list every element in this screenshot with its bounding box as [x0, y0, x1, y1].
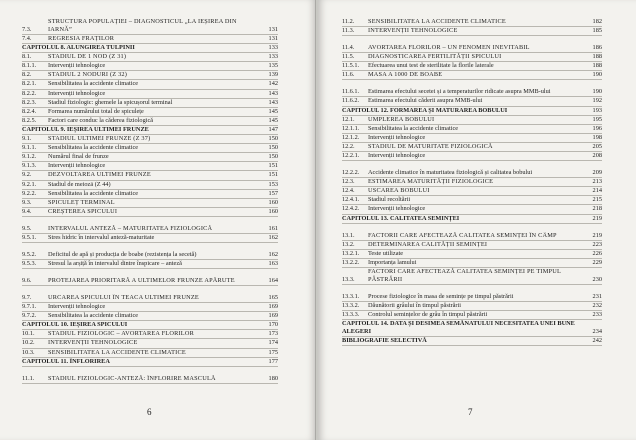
toc-entry-title: Intervenții tehnologice	[48, 303, 106, 311]
toc-entry-title: CAPITOLUL 14. DATA ȘI DESIMEA SEMĂNATULUI NECESITATEA UNEI BUNE ALEGERI	[342, 320, 575, 336]
toc-entry-number: 12.4.	[342, 187, 355, 195]
toc-entry-page: 160	[268, 198, 278, 206]
toc-entry	[22, 135, 278, 144]
toc-entry	[22, 108, 278, 117]
toc-entry-number: 11.5.1.	[342, 62, 360, 70]
toc-entry-number: 9.5.1.	[22, 233, 37, 241]
toc-entry-page: 170	[268, 321, 278, 329]
toc-entry-page: 231	[592, 292, 602, 300]
left-page	[0, 0, 316, 440]
toc-entry	[22, 260, 278, 269]
toc-entry-page: 175	[268, 348, 278, 356]
toc-entry	[342, 196, 602, 205]
toc-entry-title: Stresul la arșiță în intervalul dintre înspicare – anteză	[48, 259, 182, 267]
toc-entry-number: 11.5.	[342, 53, 355, 61]
toc-entry	[342, 134, 602, 143]
toc-entry-number: 11.3.	[342, 27, 355, 35]
toc-entry-number: 8.2.4.	[22, 107, 37, 115]
toc-entry	[342, 71, 602, 80]
toc-entry-title: Estimarea efectului căderii asupra MMB-ului	[368, 97, 483, 105]
toc-entry-page: 143	[268, 98, 278, 106]
toc-entry-title: Stadiul fiziologic: ghemele la spicușorul terminal	[48, 98, 173, 106]
toc-entry-number: 12.1.2.	[342, 133, 360, 141]
toc-entry-title: Formarea numărului total de spiculețe	[48, 107, 144, 115]
toc-entry-page: 162	[268, 250, 278, 258]
toc-entry-page: 153	[268, 180, 278, 188]
toc-entry-number: 13.3.2.	[342, 301, 360, 309]
toc-entry-page: 218	[592, 205, 602, 213]
toc-entry	[342, 161, 602, 178]
toc-entry	[342, 187, 602, 196]
toc-entry	[22, 321, 278, 330]
toc-entry	[22, 53, 278, 62]
toc-entry	[22, 35, 278, 44]
toc-entry-page: 169	[268, 303, 278, 311]
toc-entry-page: 151	[268, 171, 278, 179]
toc-entry-number: 12.4.1.	[342, 196, 360, 204]
toc-entry	[342, 125, 602, 134]
toc-entry-page: 164	[268, 276, 278, 284]
toc-entry-title: INTERVALUL ANTEZĂ – MATURITATEA FIZIOLOGICĂ	[48, 224, 213, 232]
toc-entry-page: 150	[268, 135, 278, 143]
toc-entry	[22, 243, 278, 260]
toc-entry-title: STRUCTURA POPULAȚIEI – DIAGNOSTICUL „LA IEȘIREA DIN IARNĂ”	[48, 18, 237, 33]
toc-entry-page: 133	[268, 44, 278, 52]
toc-entry	[22, 349, 278, 358]
toc-entry	[342, 80, 602, 97]
toc-entry-page: 161	[268, 224, 278, 232]
toc-entry-number: 13.3.3.	[342, 310, 360, 318]
toc-entry	[342, 285, 602, 302]
toc-entry-title: Stadiul recoltării	[368, 196, 411, 204]
toc-entry-title: CAPITOLUL 12. FORMAREA ȘI MATURAREA BOBULUI	[342, 106, 508, 114]
toc-entry-title: Sensibilitatea la accidente climatice	[48, 144, 139, 152]
toc-entry-title: Intervenții tehnologice	[368, 152, 426, 160]
toc-entry-title: Intervenții tehnologice	[368, 133, 426, 141]
toc-entry-title: USCAREA BOBULUI	[368, 187, 430, 195]
toc-entry-page: 157	[268, 189, 278, 197]
toc-entry-title: Importanța lamului	[368, 258, 417, 266]
toc-entry-title: Procese fiziologice în masa de semințe pe timpul păstrării	[368, 292, 514, 300]
toc-entry-title: CAPITOLUL 8. ALUNGIREA TULPINII	[22, 44, 135, 52]
toc-entry	[22, 358, 278, 367]
toc-entry-page: 230	[592, 275, 602, 283]
toc-entry-title: STADIUL ULTIMEI FRUNZE (Z 37)	[48, 135, 151, 143]
toc-entry	[22, 312, 278, 321]
toc-entry	[342, 152, 602, 161]
toc-entry-number: 12.1.1.	[342, 124, 360, 132]
toc-entry-page: 215	[592, 196, 602, 204]
toc-entry-number: 8.2.3.	[22, 98, 37, 106]
toc-entry-title: SENSIBILITATEA LA ACCIDENTE CLIMATICE	[368, 18, 506, 25]
toc-entry	[342, 250, 602, 259]
toc-entry	[22, 234, 278, 243]
toc-entry-number: 9.1.2.	[22, 153, 37, 161]
toc-entry-number: 9.1.3.	[22, 162, 37, 170]
toc-entry	[342, 36, 602, 53]
toc-entry-number: 12.2.1.	[342, 152, 360, 160]
toc-entry-title: FACTORI CARE AFECTEAZĂ CALITATEA SEMINȚEI PE TIMPUL PĂSTRĂRII	[368, 267, 561, 283]
toc-entry-title: Intervenții tehnologice	[48, 89, 106, 97]
toc-entry-page: 145	[268, 116, 278, 124]
toc-entry-title: SENSIBILITATEA LA ACCIDENTE CLIMATICE	[48, 348, 186, 356]
toc-entry	[342, 337, 602, 346]
toc-entry	[22, 18, 278, 35]
toc-entry	[22, 181, 278, 190]
toc-entry-number: 9.1.	[22, 135, 32, 143]
toc-entry-page: 213	[592, 178, 602, 186]
right-page	[318, 0, 636, 440]
toc-entry-number: 9.6.	[22, 276, 32, 284]
toc-entry-number: 9.7.1.	[22, 303, 37, 311]
toc-entry-page: 193	[592, 106, 602, 114]
toc-entry-number: 9.2.1.	[22, 180, 37, 188]
toc-entry-number: 12.2.2.	[342, 169, 360, 177]
toc-entry-page: 232	[592, 301, 602, 309]
toc-entry	[22, 217, 278, 234]
toc-entry-number: 13.2.	[342, 240, 355, 248]
toc-entry	[22, 286, 278, 303]
toc-entry	[342, 107, 602, 116]
toc-entry-title: CREȘTEREA SPICULUI	[48, 207, 118, 215]
toc-entry-page: 233	[592, 310, 602, 318]
toc-entry-page: 185	[592, 27, 602, 35]
toc-entry	[22, 269, 278, 286]
toc-entry-page: 195	[592, 115, 602, 123]
toc-entry-page: 173	[268, 330, 278, 338]
toc-entry-page: 135	[268, 62, 278, 70]
toc-entry-number: 13.1.	[342, 231, 355, 239]
toc-entry-title: Factori care conduc la căderea fiziologică	[48, 116, 154, 124]
toc-entry-title: DEZVOLTAREA ULTIMEI FRUNZE	[48, 171, 151, 179]
toc-entry-number: 12.1.	[342, 115, 355, 123]
toc-entry-number: 11.6.2.	[342, 97, 360, 105]
toc-entry	[22, 208, 278, 217]
toc-entry	[22, 199, 278, 208]
toc-entry-page: 165	[268, 293, 278, 301]
toc-entry-title: CAPITOLUL 11. ÎNFLORIREA	[22, 357, 110, 365]
toc-entry-page: 150	[268, 153, 278, 161]
toc-entry-number: 9.7.2.	[22, 312, 37, 320]
toc-entry-page: 242	[592, 337, 602, 345]
toc-entry	[22, 162, 278, 171]
toc-entry-number: 9.2.	[22, 171, 32, 179]
toc-entry-title: Accidente climatice în maturitatea fiziologică și calitatea bobului	[368, 169, 533, 177]
toc-entry-number: 7.4.	[22, 35, 32, 42]
toc-entry-number: 8.2.5.	[22, 116, 37, 124]
toc-entry-title: Estimarea efectului secetei și a temperaturilor ridicate asupra MMB-ului	[368, 88, 551, 96]
toc-entry	[22, 80, 278, 89]
toc-entry-page: 139	[268, 71, 278, 79]
toc-entry-page: 219	[592, 214, 602, 222]
toc-entry	[22, 171, 278, 180]
toc-entry	[22, 144, 278, 153]
toc-entry-page: 205	[592, 142, 602, 150]
toc-entry-title: FACTORII CARE AFECTEAZĂ CALITATEA SEMINȚEI ÎN CÂMP	[368, 231, 557, 239]
toc-entry-number: 9.2.2.	[22, 189, 37, 197]
toc-entry	[22, 44, 278, 53]
toc-entry-number: 12.4.2.	[342, 205, 360, 213]
toc-entry-number: 11.4.	[342, 44, 355, 52]
toc-entry-title: PROTEJAREA PRIORITARĂ A ULTIMELOR FRUNZE APĂRUTE	[48, 277, 235, 285]
toc-entry	[22, 117, 278, 126]
toc-entry-page: 142	[268, 80, 278, 88]
toc-entry-page: 177	[268, 357, 278, 365]
toc-entry-page: 186	[592, 44, 602, 52]
toc-entry-title: BIBLIOGRAFIE SELECTIVĂ	[342, 337, 427, 345]
toc-entry	[22, 90, 278, 99]
toc-entry-page: 198	[592, 133, 602, 141]
toc-entry-page: 151	[268, 162, 278, 170]
toc-left	[22, 18, 278, 384]
toc-entry	[342, 268, 602, 285]
toc-entry-page: 150	[268, 144, 278, 152]
toc-entry-page: 226	[592, 249, 602, 257]
toc-entry-page: 169	[268, 312, 278, 320]
toc-entry-number: 13.3.1.	[342, 292, 360, 300]
toc-entry-title: SPICULEȚ TERMINAL	[48, 198, 115, 206]
toc-entry-title: Sensibilitatea la accidente climatice	[48, 312, 139, 320]
toc-entry-number: 10.3.	[22, 348, 35, 356]
toc-entry-page: 145	[268, 107, 278, 115]
toc-entry-page: 143	[268, 89, 278, 97]
toc-entry-title: Teste utilizate	[368, 249, 404, 257]
toc-entry	[342, 302, 602, 311]
toc-entry-number: 12.2.	[342, 142, 355, 150]
toc-entry	[342, 97, 602, 106]
toc-entry-page: 190	[592, 71, 602, 79]
toc-entry-number: 10.2.	[22, 339, 35, 347]
toc-entry-title: Numărul final de frunze	[48, 153, 109, 161]
toc-entry-page: 188	[592, 62, 602, 70]
toc-entry	[342, 143, 602, 152]
toc-entry-title: CAPITOLUL 13. CALITATEA SEMINȚEI	[342, 214, 460, 222]
toc-entry-title: Sensibilitatea la accidente climatice	[48, 189, 139, 197]
toc-entry-page: 219	[592, 231, 602, 239]
toc-entry-page: 188	[592, 53, 602, 61]
toc-entry-number: 13.3.	[342, 275, 355, 283]
toc-entry	[22, 190, 278, 199]
toc-entry	[22, 71, 278, 80]
toc-entry-page: 133	[268, 53, 278, 61]
toc-entry	[342, 116, 602, 125]
toc-entry	[342, 27, 602, 36]
toc-entry-title: Intervenții tehnologice	[48, 62, 106, 70]
toc-entry-title: INTERVENȚII TEHNOLOGICE	[48, 339, 138, 347]
toc-entry	[342, 241, 602, 250]
toc-entry-number: 9.5.3.	[22, 259, 37, 267]
toc-entry	[22, 339, 278, 348]
toc-entry-number: 9.1.1.	[22, 144, 37, 152]
toc-entry-number: 10.1.	[22, 330, 35, 338]
toc-entry	[22, 62, 278, 71]
toc-entry-title: INTERVENȚII TEHNOLOGICE	[368, 27, 458, 35]
toc-entry-title: STADIUL DE MATURITATE FIZIOLOGICĂ	[368, 142, 493, 150]
toc-entry-page: 182	[592, 18, 602, 25]
toc-entry-title: Intervenții tehnologice	[48, 162, 106, 170]
toc-entry-number: 8.2.	[22, 71, 32, 79]
toc-entry-number: 9.3.	[22, 198, 32, 206]
toc-entry-number: 9.5.	[22, 224, 32, 232]
toc-entry-title: ESTIMAREA MATURITĂȚII FIZIOLOGICE	[368, 178, 494, 186]
toc-entry-number: 11.2.	[342, 18, 355, 25]
toc-entry	[342, 224, 602, 241]
toc-entry-number: 11.6.	[342, 71, 355, 79]
toc-entry-number: 9.7.	[22, 293, 32, 301]
toc-entry-title: Intervenții tehnologice	[368, 205, 426, 213]
toc-entry-title: CAPITOLUL 10. IEȘIREA SPICULUI	[22, 321, 128, 329]
toc-entry	[342, 215, 602, 224]
toc-entry-title: DETERMINAREA CALITĂȚII SEMINȚEI	[368, 240, 488, 248]
toc-entry	[22, 303, 278, 312]
toc-entry-number: 7.3.	[22, 25, 32, 33]
toc-entry	[342, 62, 602, 71]
toc-entry-page: 160	[268, 207, 278, 215]
toc-entry	[342, 178, 602, 187]
toc-entry-page: 192	[592, 97, 602, 105]
toc-entry-number: 8.2.1.	[22, 80, 37, 88]
toc-entry-number: 8.2.2.	[22, 89, 37, 97]
toc-entry-title: URCAREA SPICULUI ÎN TEACA ULTIMEI FRUNZE	[48, 294, 199, 302]
toc-entry-title: Stres hidric în intervalul anteză-maturitate	[48, 233, 155, 241]
toc-entry-page: 174	[268, 339, 278, 347]
toc-entry-title: Efectuarea unui test de sterilitate la florile laterale	[368, 62, 494, 70]
toc-entry	[22, 330, 278, 339]
toc-entry	[342, 320, 602, 337]
toc-entry-page: 196	[592, 124, 602, 132]
toc-entry	[342, 18, 602, 27]
toc-entry-page: 223	[592, 240, 602, 248]
toc-entry-number: 11.1.	[22, 374, 35, 382]
toc-entry	[22, 367, 278, 384]
toc-entry-page: 131	[268, 35, 278, 42]
toc-entry-title: MASA A 1000 DE BOABE	[368, 71, 443, 79]
toc-entry-title: STADIUL 2 NODURI (Z 32)	[48, 71, 128, 79]
toc-entry-title: Controlul semințelor de grâu în timpul păstrării	[368, 310, 488, 318]
toc-entry-number: 8.1.	[22, 53, 32, 61]
toc-entry-title: STADIUL FIZIOLOGIC-ANTEZĂ: ÎNFLORIRE MASCULĂ	[48, 374, 216, 382]
toc-entry-page: 131	[268, 25, 278, 33]
toc-entry	[22, 153, 278, 162]
toc-entry-number: 11.6.1.	[342, 88, 360, 96]
toc-entry-title: STADIUL DE 1 NOD (Z 31)	[48, 53, 127, 61]
toc-entry-title: Sensibilitatea la accidente climatice	[368, 124, 459, 132]
toc-entry-page: 162	[268, 233, 278, 241]
toc-right	[342, 18, 602, 346]
toc-entry-title: Sensibilitatea la accidente climatice	[48, 80, 139, 88]
toc-entry-title: DIAGNOSTICAREA FERTILITĂȚII SPICULUI	[368, 53, 502, 61]
toc-entry-title: CAPITOLUL 9. IEȘIREA ULTIMEI FRUNZE	[22, 125, 149, 133]
toc-entry-title: Stadiul de meiozā (Z 44)	[48, 180, 111, 188]
toc-entry-page: 163	[268, 259, 278, 267]
toc-entry-title: AVORTAREA FLORILOR – UN FENOMEN INEVITABIL	[368, 44, 530, 52]
toc-entry-title: Deficitul de apă și producția de boabe (rezistența la secetă)	[48, 250, 197, 258]
toc-entry-page: 214	[592, 187, 602, 195]
toc-entry-number: 9.5.2.	[22, 250, 37, 258]
toc-entry	[342, 259, 602, 268]
toc-entry-page: 180	[268, 374, 278, 382]
toc-entry-title: UMPLEREA BOBULUI	[368, 115, 435, 123]
toc-entry-page: 234	[592, 327, 602, 335]
toc-entry-number: 13.2.1.	[342, 249, 360, 257]
toc-entry-title: Dăunătorii grâului în timpul păstrării	[368, 301, 462, 309]
toc-entry	[22, 126, 278, 135]
toc-entry-title: REGRESIA FRAȚILOR	[48, 35, 115, 42]
page-number-left: 6	[147, 407, 152, 417]
toc-entry	[342, 53, 602, 62]
toc-entry	[22, 99, 278, 108]
toc-entry-title: STADIUL FIZIOLOGIC – AVORTAREA FLORILOR	[48, 330, 194, 338]
toc-entry-page: 147	[268, 125, 278, 133]
toc-entry-page: 229	[592, 258, 602, 266]
toc-entry	[342, 311, 602, 320]
page-number-right: 7	[468, 407, 473, 417]
toc-entry-page: 190	[592, 88, 602, 96]
toc-entry	[342, 205, 602, 214]
toc-entry-number: 12.3.	[342, 178, 355, 186]
toc-entry-number: 9.4.	[22, 207, 32, 215]
toc-entry-page: 209	[592, 169, 602, 177]
toc-entry-number: 13.2.2.	[342, 258, 360, 266]
toc-entry-number: 8.1.1.	[22, 62, 37, 70]
toc-entry-page: 208	[592, 152, 602, 160]
